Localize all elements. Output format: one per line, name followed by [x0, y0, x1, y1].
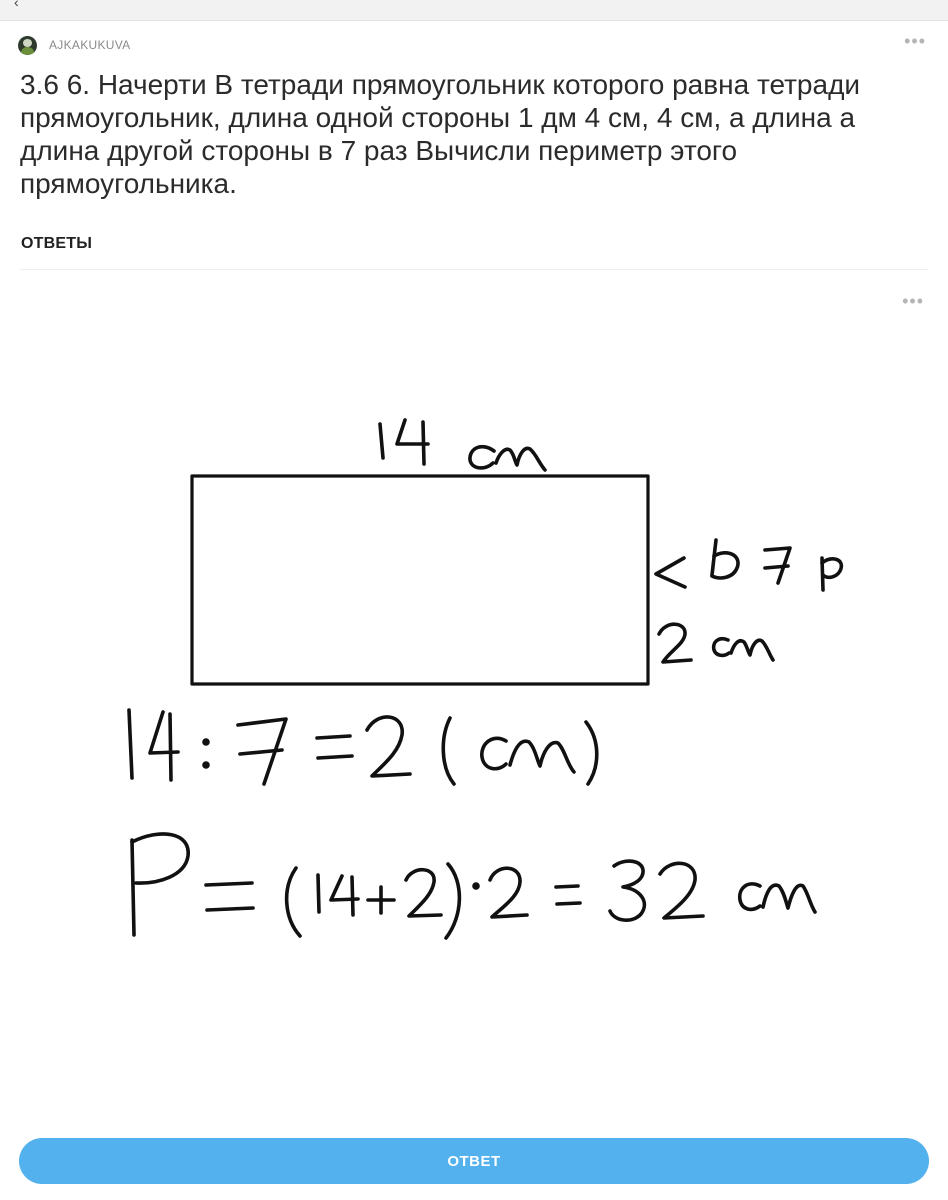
handwritten-top-label: [380, 420, 545, 470]
author-name[interactable]: AJKAKUKUVA: [49, 38, 131, 52]
more-dots-icon[interactable]: •••: [902, 291, 924, 311]
handwritten-side-label: [659, 624, 773, 662]
handwritten-perimeter: [132, 834, 815, 938]
answer-button[interactable]: ОТВЕТ: [19, 1138, 929, 1184]
handwritten-solution: [0, 380, 948, 960]
more-dots-icon[interactable]: •••: [904, 31, 926, 51]
handwritten-ratio-label: [656, 540, 841, 590]
avatar[interactable]: [18, 36, 37, 55]
question-text: 3.6 6. Начерти В тетради прямоугольник которого равна тетради прямоугольник, длина одной стороны 1 дм 4 см, 4 см, а длина а длина другой стороны в 7 раз Вычисли периметр этого прямоугольника.: [20, 69, 861, 199]
answer-handwritten-image: [0, 380, 948, 960]
answers-heading: ОТВЕТЫ: [21, 235, 93, 252]
top-bar: [0, 0, 948, 21]
author-row: [18, 35, 130, 55]
back-arrow-icon[interactable]: ‹: [14, 0, 19, 10]
divider: [20, 269, 928, 270]
handwritten-division: [129, 710, 597, 784]
drawn-rectangle: [192, 476, 648, 684]
